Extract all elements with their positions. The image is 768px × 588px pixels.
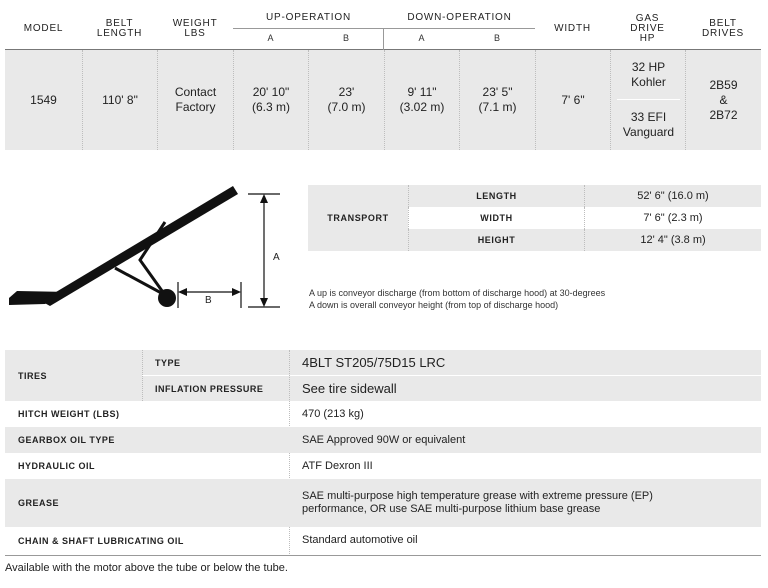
cell-down-a: 9' 11" (3.02 m) — [384, 50, 459, 150]
spec-header — [5, 8, 761, 50]
inflation-value: See tire sidewall — [302, 381, 397, 396]
tire-type-value: 4BLT ST205/75D15 LRC — [302, 355, 446, 370]
transport-table — [308, 185, 761, 251]
conveyor-diagram — [5, 178, 295, 318]
note-a-up: A up is conveyor discharge (from bottom of discharge hood) at 30-degrees — [309, 288, 606, 298]
row-hydraulic-oil — [5, 453, 761, 479]
grease-label: GREASE — [18, 498, 60, 508]
header-belt-length: BELT LENGTH — [96, 18, 143, 39]
header-belt-drives: BELT DRIVES — [701, 18, 745, 39]
tire-type-label: TYPE — [155, 357, 181, 368]
cell-belt-length: 110' 8" — [82, 50, 157, 150]
header-up-operation: UP-OPERATION — [266, 12, 351, 23]
header-width: WIDTH — [554, 23, 591, 34]
chain-oil-value: Standard automotive oil — [302, 534, 418, 546]
transport-title: TRANSPORT — [308, 185, 408, 251]
hydraulic-oil-value: ATF Dexron III — [302, 459, 373, 472]
transport-value: 12' 4" (3.8 m) — [584, 229, 761, 251]
cell-model: 1549 — [30, 92, 57, 107]
note-a-down: A down is overall conveyor height (from top of discharge hood) — [309, 300, 559, 310]
up-operation-rule — [233, 28, 384, 29]
grease-value: SAE multi-purpose high temperature grease with extreme pressure (EP) performance, OR use SAE multi-purpose lithium base grease — [302, 490, 653, 515]
transport-value: 52' 6" (16.0 m) — [584, 185, 761, 207]
header-down-operation: DOWN-OPERATION — [407, 12, 512, 23]
inflation-label: INFLATION PRESSURE — [155, 383, 264, 394]
spec-row — [5, 50, 761, 150]
cell-width: 7' 6" — [535, 50, 610, 150]
down-operation-rule — [384, 28, 535, 29]
row-hitch-weight — [5, 401, 761, 427]
cell-weight: Contact Factory — [157, 50, 233, 150]
footer-note: Available with the motor above the tube or below the tube. — [5, 562, 288, 574]
transport-key: HEIGHT — [408, 229, 584, 251]
row-tires — [5, 350, 761, 401]
dimension-b-label: B — [205, 295, 212, 306]
hitch-weight-value: 470 (213 kg) — [302, 407, 364, 420]
transport-value: 7' 6" (2.3 m) — [584, 207, 761, 229]
transport-key: WIDTH — [408, 207, 584, 229]
gearbox-oil-value: SAE Approved 90W or equivalent — [302, 433, 466, 446]
cell-gas-drive — [610, 50, 685, 150]
gearbox-oil-label: GEARBOX OIL TYPE — [18, 435, 115, 445]
dimension-notes — [309, 287, 605, 311]
row-gearbox-oil — [5, 427, 761, 453]
cell-up-b: 23' (7.0 m) — [308, 50, 384, 150]
transport-row-height — [408, 229, 761, 251]
dimension-b-arrow-left — [178, 288, 187, 296]
cell-belt-drives: 2B59 & 2B72 — [685, 50, 761, 150]
wheel-icon — [158, 289, 176, 307]
cell-gas-drive-option-2: 33 EFI Vanguard — [622, 110, 675, 139]
header-model: MODEL — [23, 23, 64, 34]
transport-row-width — [408, 207, 761, 229]
spec-table — [5, 8, 761, 150]
header-gas-drive: GAS DRIVE HP — [630, 13, 665, 44]
dimension-a-arrow-down — [260, 298, 268, 307]
row-chain-oil — [5, 527, 761, 554]
header-up-a: A — [267, 33, 274, 43]
cell-down-b: 23' 5" (7.1 m) — [459, 50, 535, 150]
dimension-a-arrow-up — [260, 194, 268, 203]
header-up-b: B — [342, 33, 349, 43]
cell-up-a: 20' 10" (6.3 m) — [233, 50, 308, 150]
header-weight: WEIGHT LBS — [172, 18, 218, 39]
dimension-a-label: A — [273, 252, 280, 263]
header-down-a: A — [418, 33, 425, 43]
footer-rule — [5, 555, 761, 556]
header-down-b: B — [493, 33, 500, 43]
transport-key: LENGTH — [408, 185, 584, 207]
cell-gas-drive-option-1: 32 HP Kohler — [631, 59, 666, 89]
dimension-b-arrow-right — [232, 288, 241, 296]
conveyor-axle-strut — [115, 268, 165, 295]
tires-label: TIRES — [18, 370, 48, 381]
transport-row-length — [408, 185, 761, 207]
conveyor-tube-shape — [41, 186, 238, 306]
hitch-weight-label: HITCH WEIGHT (LBS) — [18, 409, 120, 419]
row-grease — [5, 479, 761, 527]
chain-oil-label: CHAIN & SHAFT LUBRICATING OIL — [18, 535, 184, 546]
hydraulic-oil-label: HYDRAULIC OIL — [18, 461, 95, 471]
